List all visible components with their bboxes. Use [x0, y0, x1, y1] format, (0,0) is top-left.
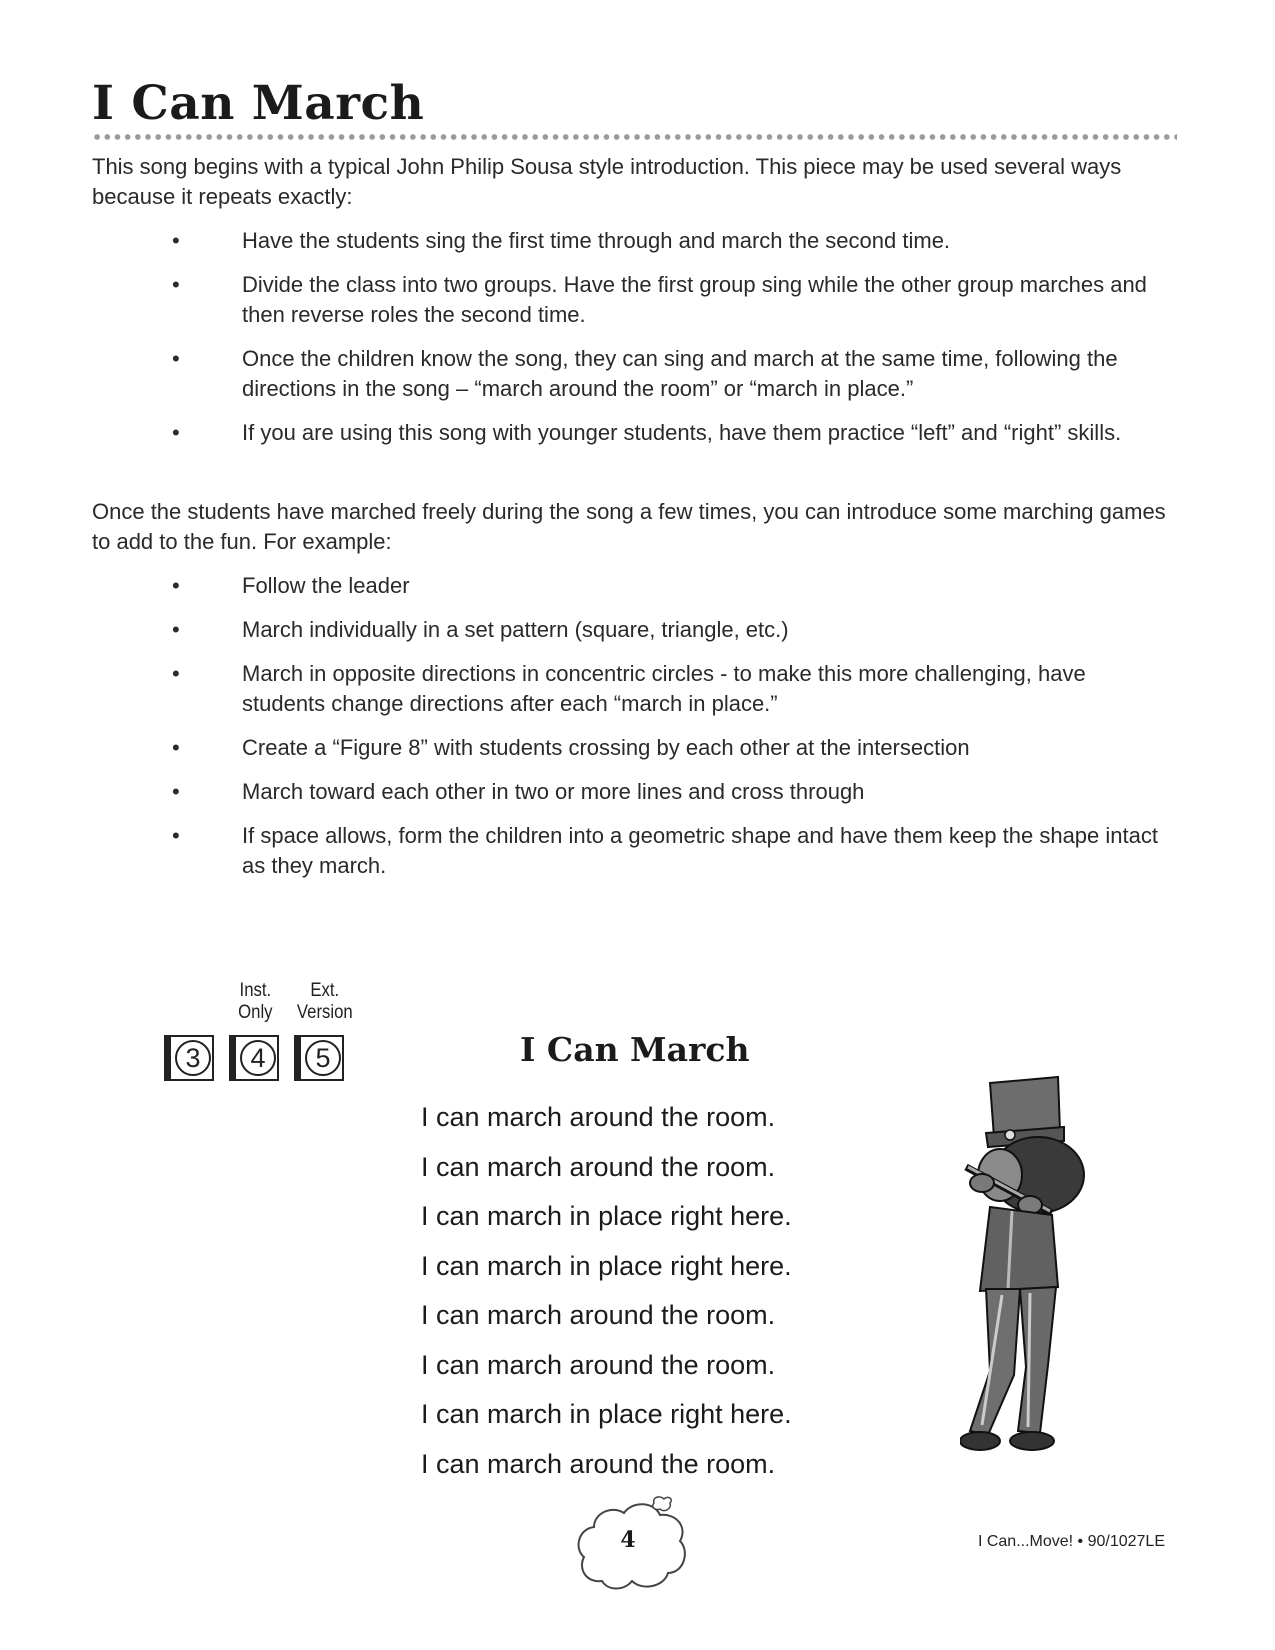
- list-item-text: If you are using this song with younger students, have them practice “left” and “right” skills.: [242, 420, 1122, 445]
- page-number: 4: [620, 1527, 636, 1553]
- bullet-icon: •: [172, 735, 180, 760]
- song-title: I Can March: [520, 1030, 750, 1069]
- track-number: 4: [240, 1040, 276, 1076]
- track-3-badge: [164, 1035, 214, 1081]
- lyric-line: I can march in place right here.: [421, 1201, 792, 1231]
- only-label-line: Only: [238, 1002, 273, 1023]
- list-item-text: Divide the class into two groups. Have the first group sing while the other group marches and then reverse roles the second time.: [242, 272, 1147, 327]
- footer-book-reference: I Can...Move! • 90/1027LE: [977, 1533, 1165, 1550]
- list-item: [0, 270, 1160, 330]
- ext-label-line: Ext.: [310, 980, 340, 1001]
- bullet-icon: •: [172, 420, 180, 445]
- list-item: [0, 615, 1160, 645]
- track-4-badge: [229, 1035, 279, 1081]
- games-list: [0, 571, 1275, 895]
- list-item-text: Follow the leader: [242, 573, 410, 598]
- usage-list: [0, 226, 1275, 462]
- ext-version-label: [294, 980, 356, 1024]
- lyric-line: I can march around the room.: [421, 1151, 776, 1182]
- lyrics-list: [421, 1093, 792, 1489]
- list-item-text: Have the students sing the first time through and march the second time.: [242, 228, 951, 253]
- list-item-text: Once the children know the song, they can sing and march at the same time, following the directions in the song – “march around the room” or “march in place.”: [242, 346, 1118, 401]
- lyric-line: I can march around the room.: [421, 1448, 776, 1479]
- inst-label-line: Inst.: [239, 980, 272, 1001]
- list-item-text: March individually in a set pattern (square, triangle, etc.): [242, 617, 789, 642]
- bullet-icon: •: [172, 661, 180, 686]
- track-5-badge: [294, 1035, 344, 1081]
- lyric-line: I can march around the room.: [421, 1349, 776, 1380]
- bullet-icon: •: [172, 823, 180, 848]
- page-title: I Can March: [92, 76, 425, 131]
- marching-band-child-illustration: [960, 1075, 1100, 1475]
- games-intro-paragraph: Once the students have marched freely during the song a few times, you can introduce some marching games to add to the fun. For example:: [92, 499, 1166, 554]
- bullet-icon: •: [172, 617, 180, 642]
- intro-paragraph: This song begins with a typical John Philip Sousa style introduction. This piece may be used several ways because it repeats exactly:: [92, 154, 1122, 209]
- bullet-icon: •: [172, 573, 180, 598]
- list-item: [0, 418, 1160, 448]
- bullet-icon: •: [172, 346, 180, 371]
- bullet-icon: •: [172, 228, 180, 253]
- list-item: [0, 777, 1160, 807]
- bullet-icon: •: [172, 272, 180, 297]
- list-item: [0, 821, 1160, 881]
- list-item: [0, 226, 1160, 256]
- lyric-line: I can march in place right here.: [421, 1399, 792, 1429]
- list-item-text: Create a “Figure 8” with students crossing by each other at the intersection: [242, 735, 970, 760]
- lyric-line: I can march around the room.: [421, 1300, 776, 1330]
- track-number: 5: [305, 1040, 341, 1076]
- list-item: [0, 344, 1160, 404]
- bullet-icon: •: [172, 779, 180, 804]
- list-item-text: March in opposite directions in concentric circles - to make this more challenging, have students change directions after each “march in place.”: [242, 661, 1086, 716]
- list-item: [0, 733, 1160, 763]
- lyric-line: I can march in place right here.: [421, 1250, 792, 1281]
- track-number: 3: [175, 1040, 211, 1076]
- lyric-line: I can march around the room.: [421, 1102, 776, 1132]
- dotted-divider: [92, 133, 1177, 141]
- inst-only-label: [236, 980, 275, 1024]
- list-item: [0, 571, 1160, 601]
- version-label-line: Version: [296, 1002, 353, 1023]
- list-item-text: If space allows, form the children into a geometric shape and have them keep the shape intact as they march.: [242, 823, 1158, 878]
- list-item: [0, 659, 1160, 719]
- list-item-text: March toward each other in two or more lines and cross through: [242, 779, 865, 804]
